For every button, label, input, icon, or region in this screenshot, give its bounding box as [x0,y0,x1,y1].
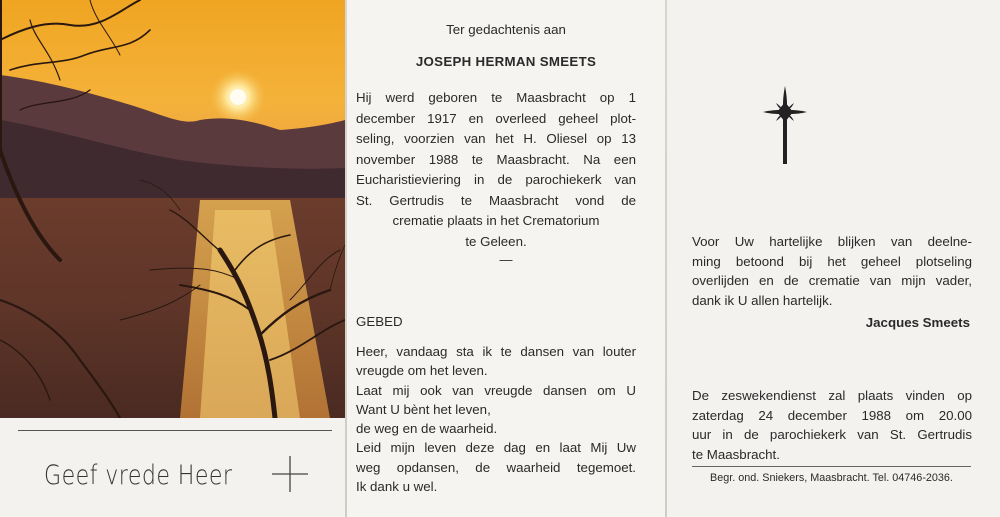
service-line: te Maasbracht. [692,446,780,462]
thanks-line: Voor Uw hartelijke blijken van deelne- [692,234,972,249]
separator-dash: — [499,252,513,267]
prayer-line: vreugde om het leven. [356,363,488,379]
service-line: uur in de parochiekerk van St. Gertrudis [692,427,972,442]
signer-name: Jacques Smeets [865,315,970,330]
thanks-line: dank ik U allen hartelijk. [692,292,833,308]
thanks-line: ming betoond bij het geheel plotseling [692,253,972,269]
bio-line: Eucharistieviering in de parochiekerk van [356,172,636,187]
thin-cross-icon [270,454,310,494]
thank-you-note [692,232,972,310]
prayer-line: Leid mijn leven deze dag en laat Mij Uw [356,440,636,456]
motto-text: Geef vrede Heer [44,460,233,491]
service-line: zaterdag 24 december 1988 om 20.00 [692,407,972,423]
prayer-line: Laat mij ook van vreugde dansen om U [356,382,636,398]
prayer-line: Ik dank u wel. [356,479,438,495]
prayer-line: Heer, vandaag sta ik te dansen van louter [356,344,636,359]
prayer-text [356,342,636,496]
bio-line: crematie plaats in het Crematorium [392,213,600,228]
bio-line: te Geleen. [465,233,527,249]
service-announcement [692,386,972,464]
memorial-heading: Ter gedachtenis aan [446,22,566,37]
sunset-lake-photo [0,0,345,418]
prayer-line: weg opdansen, de waarheid tegemoet. [356,459,636,475]
deceased-name: JOSEPH HERMAN SMEETS [415,54,597,69]
bio-line: Hij werd geboren te Maasbracht op 1 [356,90,636,105]
biography [356,88,636,252]
prayer-line: Want U bènt het leven, [356,401,491,417]
left-divider [18,430,332,431]
prayer-title: GEBED [356,314,403,329]
bio-line: St. Gertrudis te Maasbracht vond de [356,192,636,208]
left-panel [0,0,345,517]
right-divider [692,466,971,467]
bio-line: november 1988 te Maasbracht. Na een [356,151,636,167]
thanks-line: overlijden en de crematie van mijn vader, [692,273,972,288]
bio-line: december 1917 en overleed geheel plot- [356,110,636,126]
service-line: De zeswekendienst zal plaats vinden op [692,388,972,403]
printer-credit: Begr. ond. Sniekers, Maasbracht. Tel. 04746-2036. [710,472,953,484]
ornate-cross-icon [761,86,809,164]
prayer-line: de weg en de waarheid. [356,421,498,437]
bio-line: seling, voorzien van het H. Oliesel op 13 [356,131,636,146]
